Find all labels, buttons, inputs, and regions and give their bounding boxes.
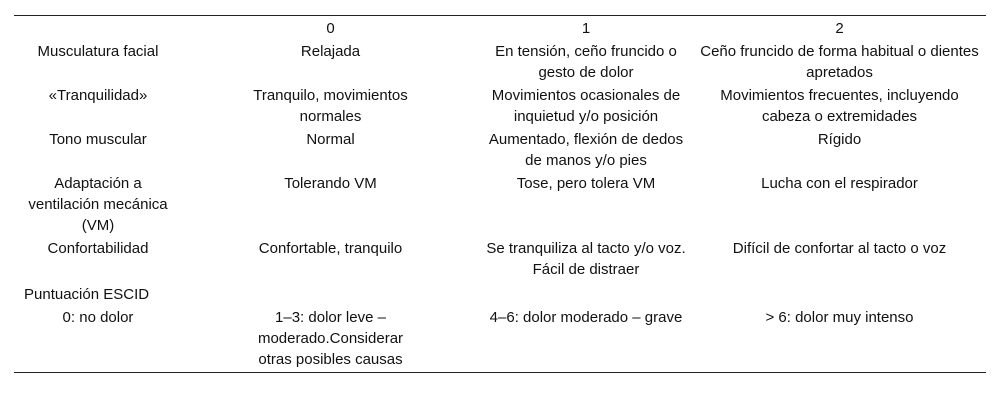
table-cell: Movimientos frecuentes, incluyendo cabeza o extremidades — [720, 87, 959, 125]
table-cell: Confortable, tranquilo — [258, 240, 403, 257]
table-cell: Se tranquiliza al tacto y/o voz. Fácil de distraer — [486, 240, 686, 278]
header-cell-item — [14, 16, 182, 42]
table-cell: Movimientos ocasionales de inquietud y/o posición — [491, 87, 681, 125]
header-cell-score-1: 1 — [581, 20, 591, 37]
table-cell: Relajada — [300, 43, 361, 60]
table-row-facial-muscles — [14, 41, 986, 85]
table-row-ventilation-adaptation — [14, 173, 986, 238]
table-cell: Difícil de confortar al tacto o voz — [732, 240, 947, 257]
table-cell: Normal — [306, 131, 355, 148]
table-row-muscle-tone — [14, 129, 986, 173]
score-section-label: Puntuación ESCID — [24, 286, 150, 303]
table-cell: Ceño fruncido de forma habitual o dientes apretados — [700, 43, 979, 81]
table-cell: Tose, pero tolera VM — [516, 175, 656, 192]
row-label: Tono muscular — [49, 131, 147, 148]
table-cell: Lucha con el respirador — [761, 175, 918, 192]
escid-table-container — [14, 15, 986, 373]
score-value-no-pain: 0: no dolor — [62, 309, 134, 326]
escid-pain-scale-table — [14, 15, 986, 373]
table-row-comfort — [14, 238, 986, 282]
table-row-score-interpretation — [14, 307, 986, 373]
header-cell-score-0: 0 — [326, 20, 335, 37]
row-label: «Tranquilidad» — [48, 87, 148, 104]
table-cell: Rígido — [817, 131, 862, 148]
table-cell: Tranquilo, movimientos normales — [253, 87, 408, 125]
score-value-severe-pain: > 6: dolor muy intenso — [765, 309, 914, 326]
table-cell: Aumentado, flexión de dedos de manos y/o pies — [488, 131, 684, 169]
table-header-row — [14, 16, 986, 42]
table-row-calmness — [14, 85, 986, 129]
score-value-mild-pain: 1–3: dolor leve – moderado.Considerar otras posibles causas — [257, 309, 404, 368]
row-label: Adaptación a ventilación mecánica (VM) — [28, 175, 168, 234]
header-cell-score-2: 2 — [835, 20, 844, 37]
score-value-moderate-pain: 4–6: dolor moderado – grave — [489, 309, 683, 326]
row-label: Confortabilidad — [47, 240, 149, 257]
score-section-heading-row — [14, 282, 986, 307]
row-label: Musculatura facial — [37, 43, 159, 60]
table-cell: Tolerando VM — [284, 175, 377, 192]
table-cell: En tensión, ceño fruncido o gesto de dolor — [495, 43, 677, 81]
